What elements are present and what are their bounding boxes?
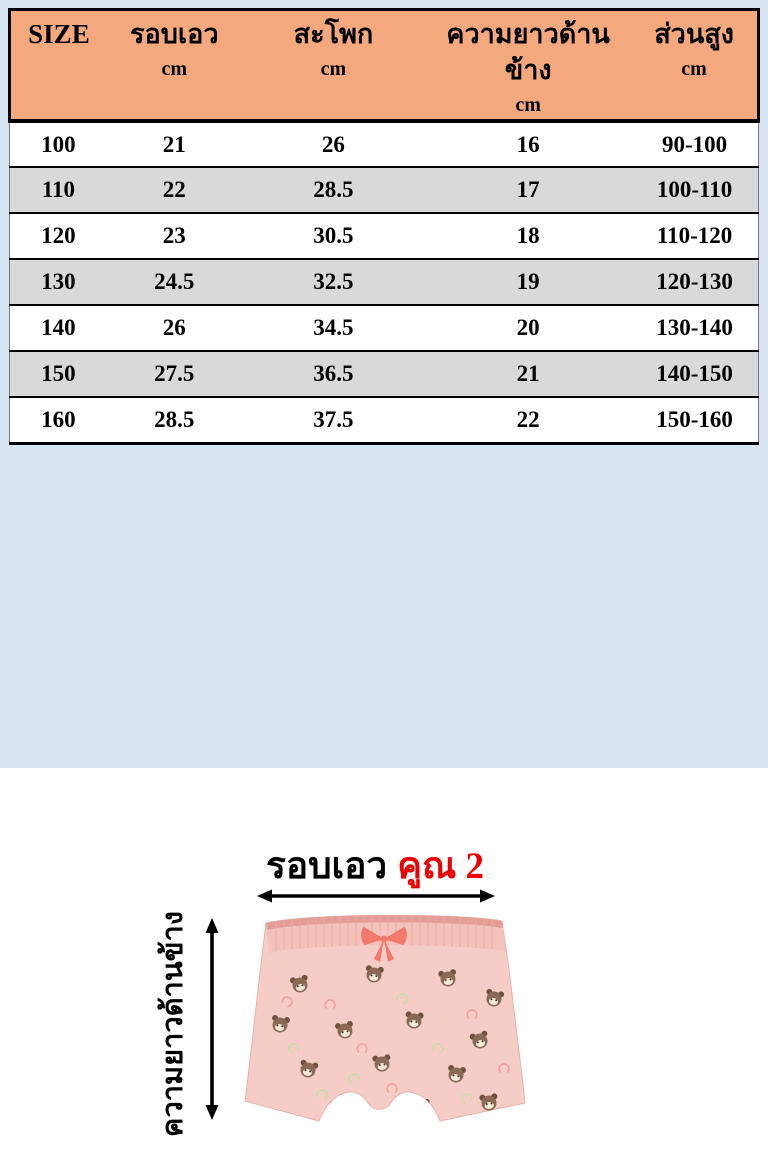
size-cell: 150: [10, 351, 107, 397]
size-cell: 34.5: [242, 305, 426, 351]
column-unit: cm: [161, 58, 188, 80]
column-unit: cm: [515, 94, 541, 116]
horizontal-double-arrow-icon: [256, 887, 496, 905]
size-cell: 130-140: [631, 305, 758, 351]
size-cell: 24.5: [107, 259, 242, 305]
size-cell: 140-150: [631, 351, 758, 397]
size-cell: 90-100: [631, 121, 758, 167]
size-cell: 21: [425, 351, 631, 397]
waist-measure-label: [225, 846, 525, 888]
size-cell: 21: [107, 121, 242, 167]
size-cell: 100-110: [631, 167, 758, 213]
product-shorts-image: [242, 907, 527, 1157]
column-unit: cm: [681, 58, 707, 80]
column-unit: cm: [320, 58, 347, 80]
column-label: สะโพก: [293, 19, 374, 49]
vertical-double-arrow-icon: [203, 917, 221, 1121]
side-length-label: ความยาวด้านข้าง: [157, 911, 189, 1137]
size-cell: 150-160: [631, 397, 758, 443]
table-row: [10, 121, 759, 167]
column-unit: [11, 57, 107, 81]
size-cell: 110-120: [631, 213, 758, 259]
size-table-body: [10, 121, 759, 443]
size-cell: 17: [425, 167, 631, 213]
column-label: ความยาวด้านข้าง: [446, 19, 610, 85]
table-row: [10, 259, 759, 305]
column-header-size: [10, 10, 107, 122]
table-row: [10, 305, 759, 351]
size-cell: 160: [10, 397, 107, 443]
table-row: [10, 167, 759, 213]
size-cell: 140: [10, 305, 107, 351]
column-label: SIZE: [28, 19, 90, 49]
size-cell: 20: [425, 305, 631, 351]
size-cell: 22: [107, 167, 242, 213]
column-label: ส่วนสูง: [654, 19, 734, 49]
size-cell: 32.5: [242, 259, 426, 305]
size-cell: 18: [425, 213, 631, 259]
column-header-height: [631, 10, 758, 122]
size-cell: 19: [425, 259, 631, 305]
column-header-hip: [242, 10, 426, 122]
waist-label-text: รอบเอว: [265, 846, 388, 887]
size-cell: 120: [10, 213, 107, 259]
size-cell: 110: [10, 167, 107, 213]
size-cell: 16: [425, 121, 631, 167]
header-row: [10, 10, 759, 122]
size-cell: 36.5: [242, 351, 426, 397]
size-cell: 30.5: [242, 213, 426, 259]
size-cell: 22: [425, 397, 631, 443]
column-header-side-length: [425, 10, 631, 122]
size-cell: 23: [107, 213, 242, 259]
size-cell: 26: [242, 121, 426, 167]
size-cell: 37.5: [242, 397, 426, 443]
size-cell: 28.5: [107, 397, 242, 443]
measurement-figure: [0, 405, 768, 1137]
size-cell: 130: [10, 259, 107, 305]
size-cell: 26: [107, 305, 242, 351]
waist-multiplier-text: คูณ 2: [397, 846, 485, 887]
size-cell: 120-130: [631, 259, 758, 305]
size-cell: 27.5: [107, 351, 242, 397]
table-row: [10, 213, 759, 259]
table-row: [10, 351, 759, 397]
size-table: [8, 8, 760, 445]
column-header-waist: [107, 10, 242, 122]
size-cell: 100: [10, 121, 107, 167]
size-table-header: [10, 10, 759, 122]
size-cell: 28.5: [242, 167, 426, 213]
column-label: รอบเอว: [130, 19, 219, 49]
